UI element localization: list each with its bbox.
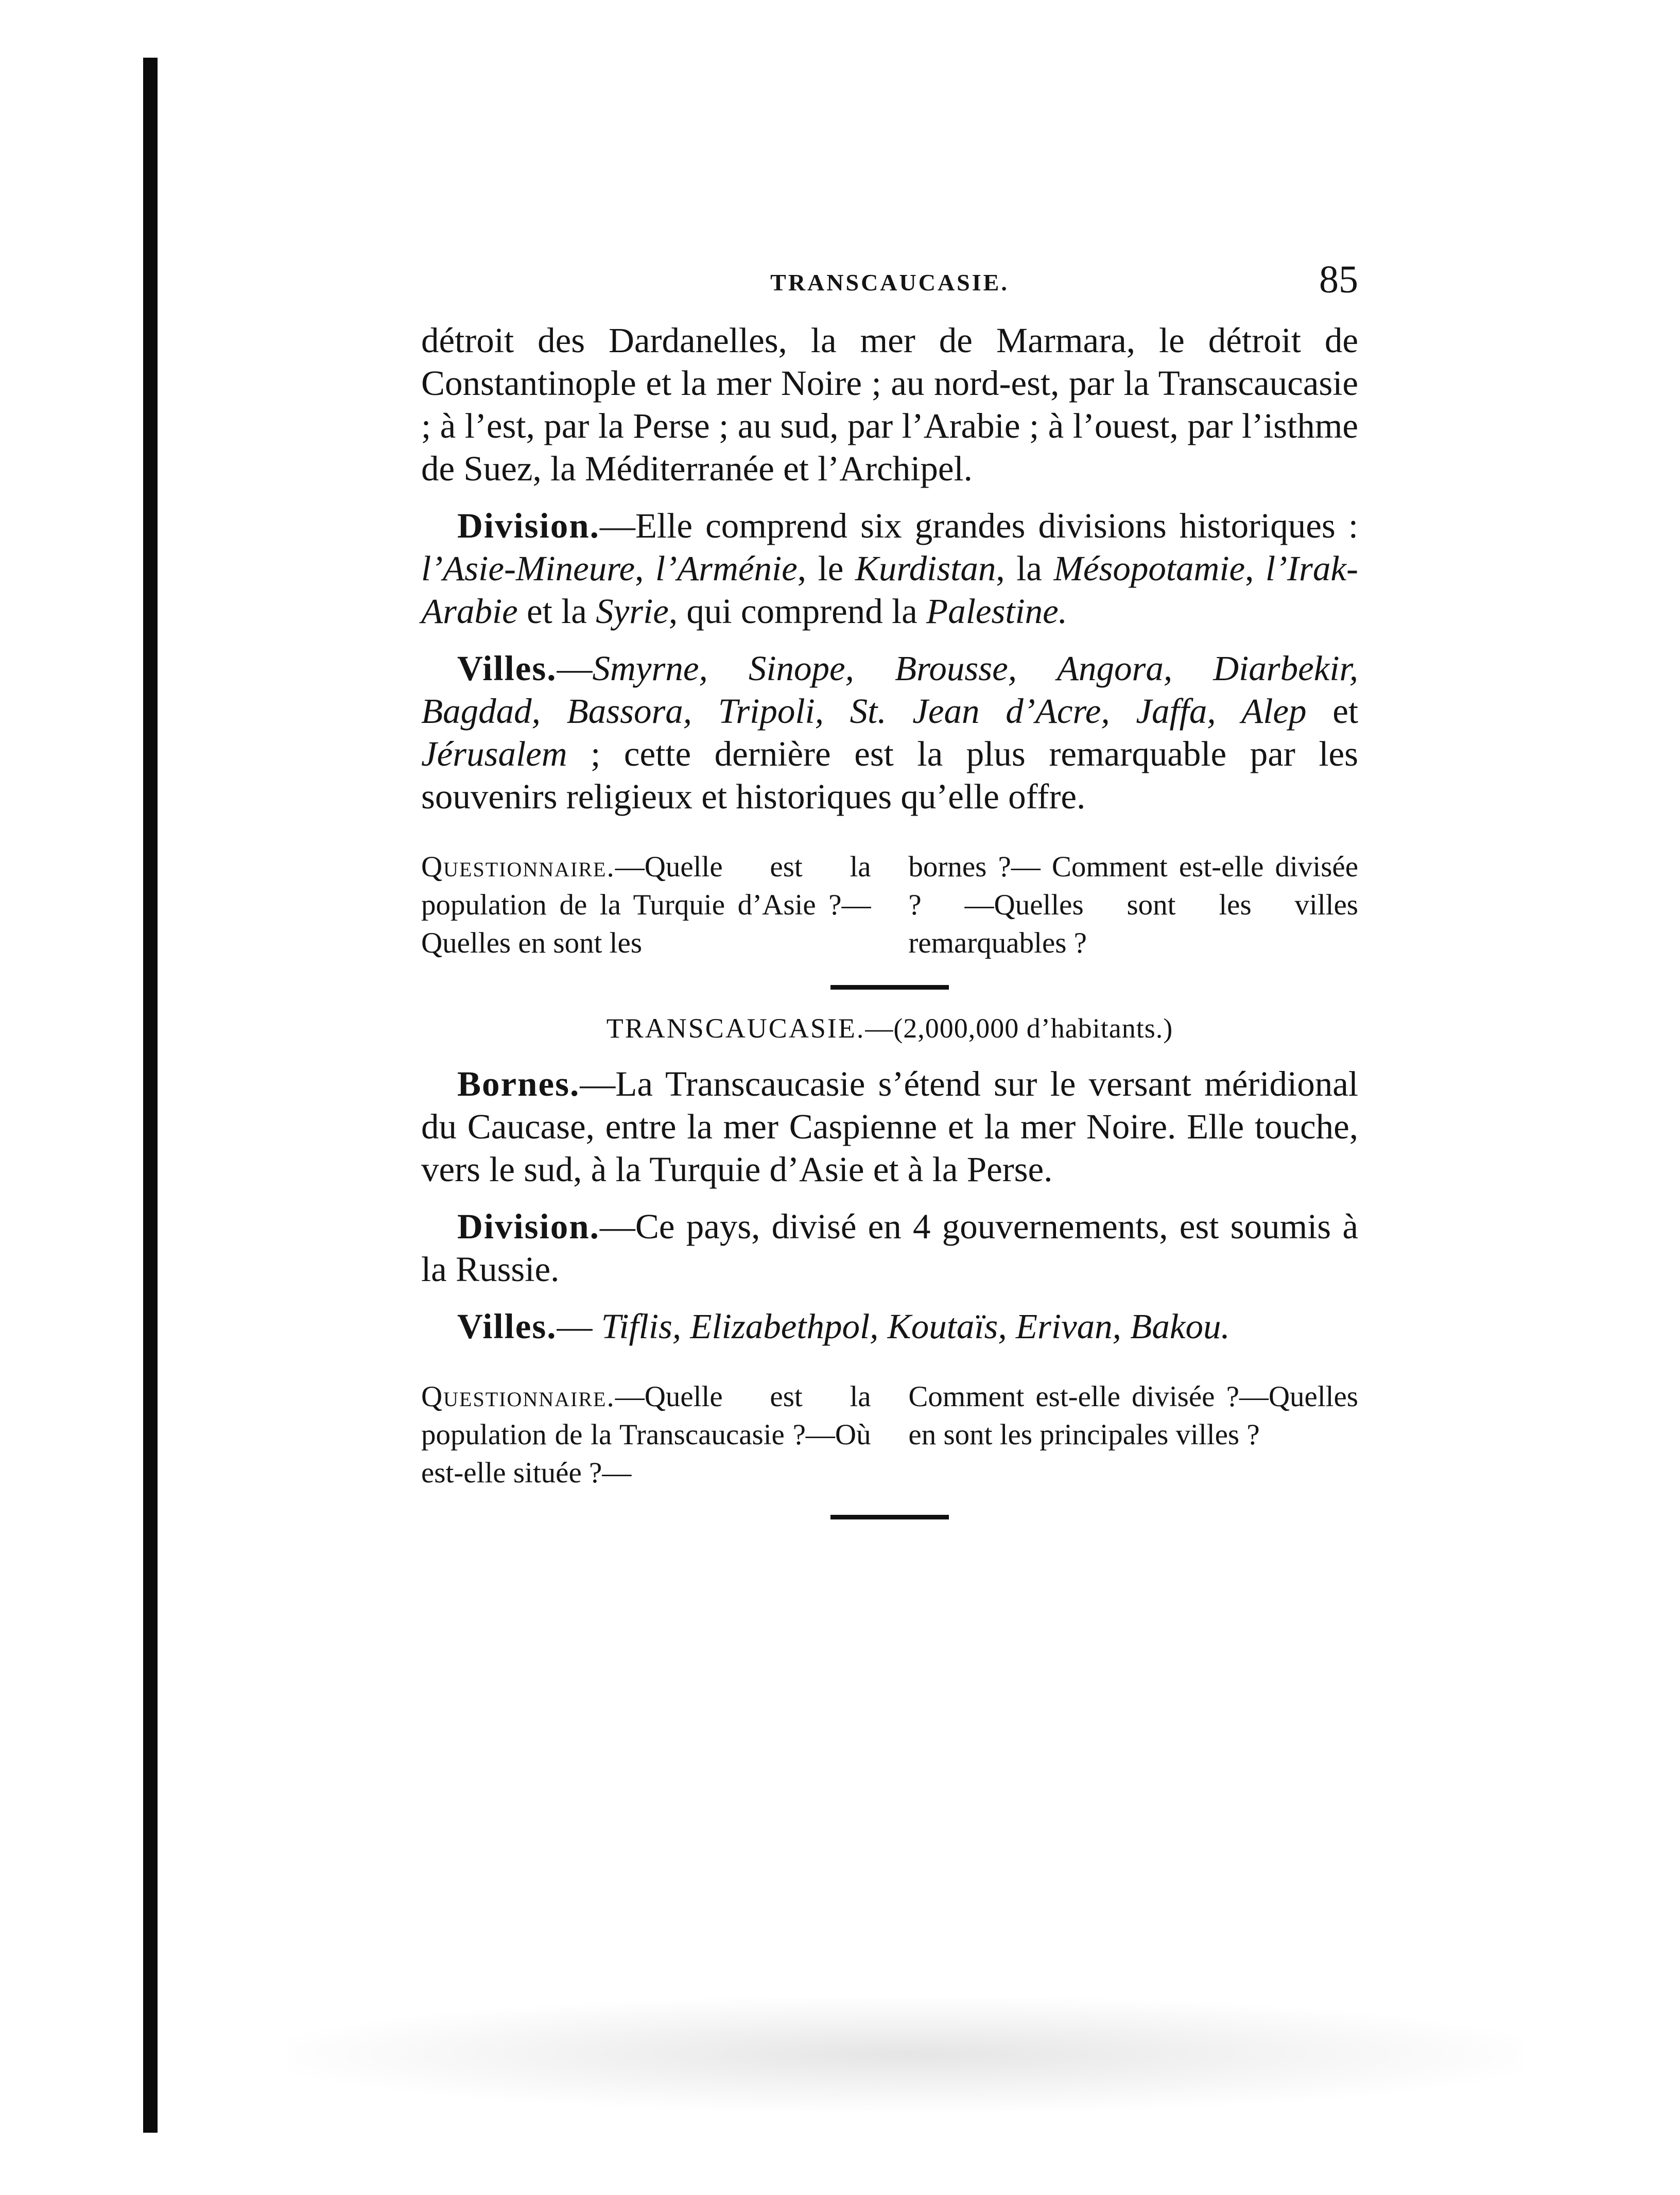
transcaucasie-questionnaire — [421, 1378, 1358, 1492]
turquie-villes-body — [421, 649, 1358, 816]
italic-run: Syrie — [596, 592, 669, 631]
division-lead: Division. — [457, 506, 600, 545]
text-run: , la — [996, 549, 1054, 588]
italic-run: Kurdistan — [855, 549, 996, 588]
questionnaire-label: Questionnaire. — [421, 851, 615, 883]
turquie-division-paragraph — [421, 505, 1358, 633]
text-run: , — [635, 549, 655, 588]
text-run: et — [1306, 692, 1359, 731]
questionnaire-text: —Quelle est la population de la Turquie d’Asie ?—Quelles en sont les — [421, 851, 871, 959]
italic-run: l’Asie-Mineure — [421, 549, 635, 588]
section-population: —(2,000,000 d’habitants.) — [865, 1013, 1173, 1044]
italic-run: l’Irak-Arabie — [421, 549, 1358, 631]
transcaucasie-villes-paragraph — [421, 1305, 1358, 1348]
scan-noise — [288, 1998, 1524, 2111]
italic-run: Smyrne, Sinope, Brousse, Angora, Diarbekir, Bagdad, Bassora, Tripoli, St. Jean d’Acre, Jaffa, Alep — [421, 649, 1358, 731]
turquie-questionnaire — [421, 848, 1358, 962]
transcaucasie-bornes-body: —La Transcaucasie s’étend sur le versant méridional du Caucase, entre la mer Caspienne et la mer Noire. Elle touche, vers le sud, à la Turquie d’Asie et à la Perse. — [421, 1064, 1358, 1189]
division-lead: Division. — [457, 1207, 600, 1246]
villes-lead: Villes. — [457, 649, 557, 688]
binding-edge — [143, 58, 158, 2133]
transcaucasie-villes-body — [557, 1307, 1230, 1346]
bornes-lead: Bornes. — [457, 1064, 580, 1103]
questionnaire-text: bornes ?— Comment est-elle divisée ? —Quelles sont les villes remarquables ? — [908, 851, 1358, 959]
text-run: , — [1245, 549, 1266, 588]
italic-run: Tiflis, Elizabethpol, Koutaïs, Erivan, Bakou. — [601, 1307, 1230, 1346]
questionnaire-column-right — [908, 848, 1358, 962]
italic-run: Palestine. — [926, 592, 1068, 631]
italic-run: Jérusalem — [421, 734, 567, 773]
text-run: et la — [517, 592, 596, 631]
book-page — [421, 257, 1358, 1751]
text-run: —Elle comprend six grandes divisions historiques : — [599, 506, 1358, 545]
turquie-bornes-continuation: détroit des Dardanelles, la mer de Marmara, le détroit de Constantinople et la mer Noire ; au nord-est, par la Transcaucasie ; à l’est, par la Perse ; au sud, par l’Arabie ; à l’ouest, par l’isthme de Suez, la Méditerranée et l’Archipel. — [421, 321, 1358, 488]
text-run: — — [557, 649, 593, 688]
questionnaire-column-right — [908, 1378, 1358, 1492]
text-run: ; cette dernière est la plus remarquable par les souvenirs religieux et historiques qu’elle offre. — [421, 734, 1358, 816]
transcaucasie-division-paragraph — [421, 1205, 1358, 1291]
italic-run: l’Arménie — [655, 549, 798, 588]
transcaucasie-bornes-paragraph — [421, 1063, 1358, 1191]
italic-run: Mésopotamie — [1053, 549, 1245, 588]
questionnaire-column-left — [421, 1378, 871, 1492]
section-heading — [421, 1012, 1358, 1044]
villes-lead: Villes. — [457, 1307, 557, 1346]
text-run: , le — [797, 549, 855, 588]
running-head — [421, 257, 1358, 314]
running-title: TRANSCAUCASIE. — [770, 269, 1009, 296]
transcaucasie-division-body: —Ce pays, divisé en 4 gouvernements, est soumis à la Russie. — [421, 1207, 1358, 1289]
section-end-rule — [830, 1515, 949, 1519]
text-run: , qui comprend la — [668, 592, 927, 631]
section-name: TRANSCAUCASIE. — [606, 1013, 865, 1044]
questionnaire-text: Comment est-elle divisée ?—Quelles en sont les principales villes ? — [908, 1380, 1358, 1451]
questionnaire-label: Questionnaire. — [421, 1380, 615, 1413]
turquie-villes-paragraph — [421, 647, 1358, 818]
section-divider-rule — [830, 985, 949, 990]
page-number: 85 — [1319, 258, 1358, 301]
questionnaire-column-left — [421, 848, 871, 962]
questionnaire-text: —Quelle est la population de la Transcaucasie ?—Où est-elle située ?— — [421, 1380, 871, 1489]
text-run: — — [557, 1307, 601, 1346]
